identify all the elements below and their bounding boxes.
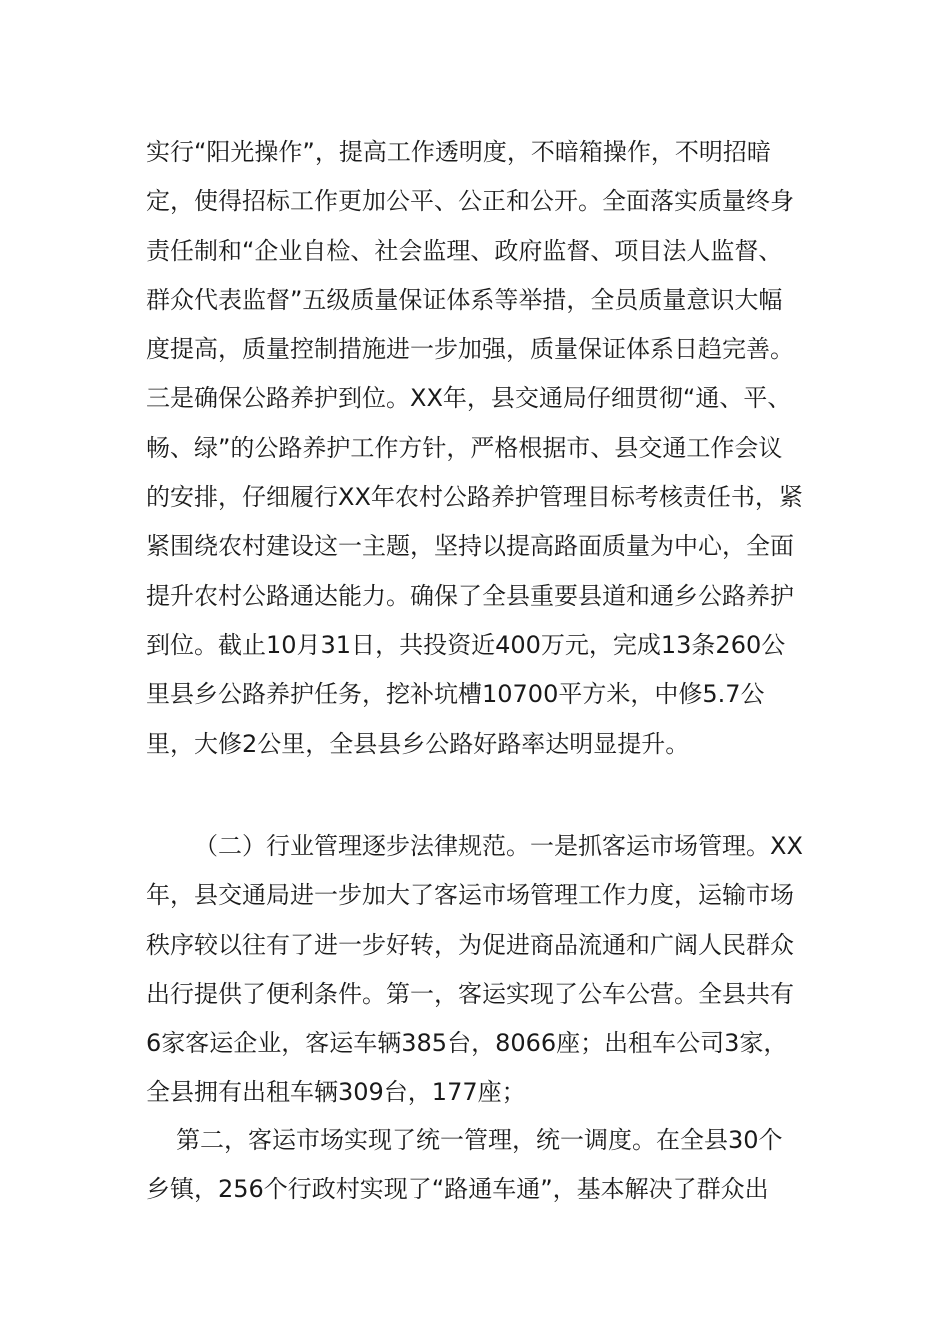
paragraph-road-maintenance: 实行“阳光操作”，提高工作透明度，不暗箱操作，不明招暗定，使得招标工作更加公平、公正和公开。全面落实质量终身责任制和“企业自检、社会监理、政府监督、项目法人监督、群众代表监督”五级质量保证体系等举措，全员质量意识大幅度提高，质量控制措施进一步加强，质量保证体系日趋完善。三是确保公路养护到位。XX年，县交通局仔细贯彻“通、平、畅、绿”的公路养护工作方针，严格根据市、县交通工作会议的安排，仔细履行XX年农村公路养护管理目标考核责任书，紧紧围绕农村建设这一主题，坚持以提高路面质量为中心，全面提升农村公路通达能力。确保了全县重要县道和通乡公路养护到位。截止10月31日，共投资近400万元，完成13条260公里县乡公路养护任务，挖补坑槽10700平方米，中修5.7公里，大修2公里，全县县乡公路好路率达明显提升。 (146, 138, 803, 758)
paragraph-unified-management: 第二，客运市场实现了统一管理，统一调度。在全县30个乡镇，256个行政村实现了“路通车通”，基本解决了群众出 (146, 1126, 783, 1204)
paragraph-industry-management: （二）行业管理逐步法律规范。一是抓客运市场管理。XX年，县交通局进一步加大了客运市场管理工作力度，运输市场秩序较以往有了进一步好转，为促进商品流通和广阔人民群众出行提供了便利条件。第一，客运实现了公车公营。全县共有6家客运企业，客运车辆385台，8066座；出租车公司3家，全县拥有出租车辆309台，177座； (146, 832, 803, 1107)
